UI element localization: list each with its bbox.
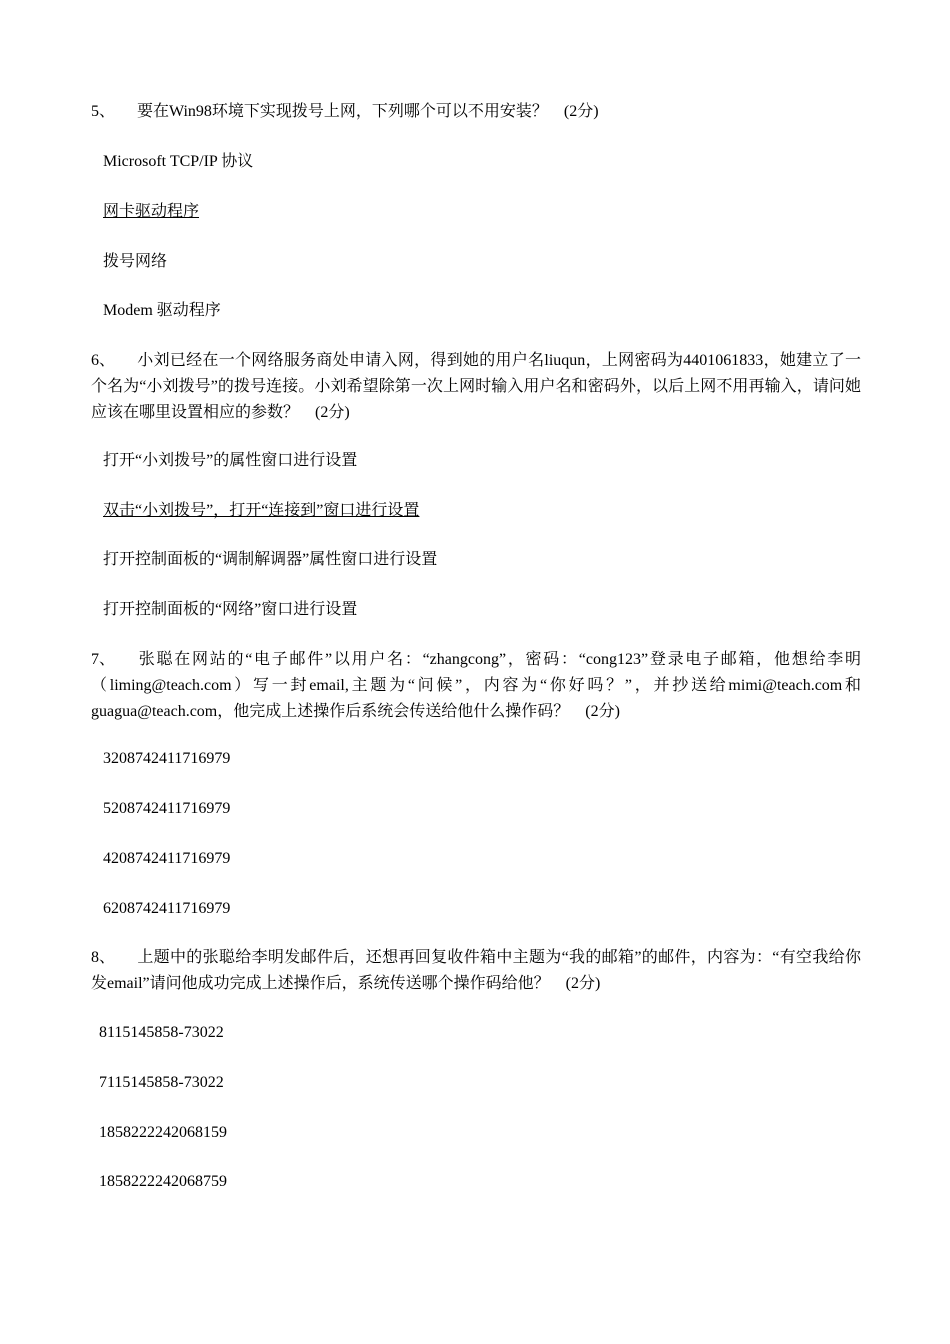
option-8d: 1858222242068759: [99, 1173, 227, 1190]
option-6d: 打开控制面板的“网络”窗口进行设置: [103, 601, 358, 618]
option-8a: 8115145858-73022: [99, 1024, 224, 1041]
option-5c: 拨号网络: [103, 253, 168, 270]
option-5b-answer: 网卡驱动程序: [103, 203, 200, 220]
question-number: 5、: [91, 103, 116, 120]
option-7d: 6208742411716979: [103, 900, 231, 917]
option-8c: 1858222242068159: [99, 1124, 227, 1141]
question-7: [91, 647, 861, 725]
question-number: 7、: [91, 651, 116, 668]
option-7c: 4208742411716979: [103, 850, 231, 867]
question-text: 上题中的张聪给李明发邮件后，还想再回复收件箱中主题为“我的邮箱”的邮件，内容为：“有空我给你发email”请问他成功完成上述操作后，系统传送哪个操作码给他？ (2分): [91, 949, 861, 992]
option-5a: Microsoft TCP/IP 协议: [103, 153, 254, 170]
question-text: 张聪在网站的“电子邮件”以用户名：“zhangcong”，密码：“cong123”登录电子邮箱，他想给李明（liming@teach.com）写一封email,主题为“问候”，内容为“你好吗？”，并抄送给mimi@teach.com和guagua@teach.com，他完成上述操作后系统会传送给他什么操作码？ (2分): [91, 651, 861, 720]
question-text: 要在Win98环境下实现拨号上网，下列哪个可以不用安装？ (2分): [137, 103, 599, 120]
option-7a: 3208742411716979: [103, 750, 231, 767]
question-number: 8、: [91, 949, 116, 966]
option-5d: Modem 驱动程序: [103, 302, 221, 319]
option-7b: 5208742411716979: [103, 800, 231, 817]
option-6c: 打开控制面板的“调制解调器”属性窗口进行设置: [103, 551, 438, 568]
question-number: 6、: [91, 352, 116, 369]
question-text: 小刘已经在一个网络服务商处申请入网，得到她的用户名liuqun，上网密码为4401061833，她建立了一个名为“小刘拨号”的拨号连接。小刘希望除第一次上网时输入用户名和密码外，以后上网不用再输入，请问她应该在哪里设置相应的参数？ (2分): [91, 352, 861, 421]
option-8b: 7115145858-73022: [99, 1074, 224, 1091]
option-6b-answer: 双击“小刘拨号”，打开“连接到”窗口进行设置: [103, 502, 420, 519]
question-6: [91, 348, 861, 426]
question-8: [91, 945, 861, 997]
question-5: [91, 99, 861, 125]
option-6a: 打开“小刘拨号”的属性窗口进行设置: [103, 452, 358, 469]
